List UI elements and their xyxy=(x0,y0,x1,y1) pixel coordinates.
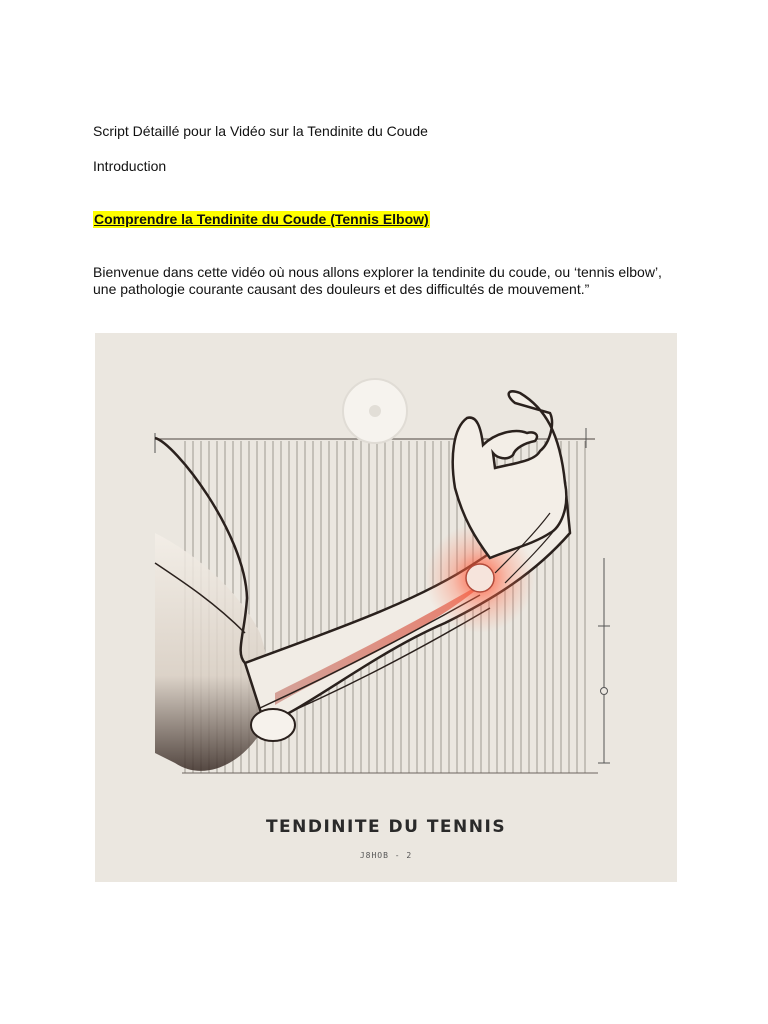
elbow-illustration xyxy=(95,333,677,882)
document-title: Script Détaillé pour la Vidéo sur la Tendinite du Coude xyxy=(93,123,428,139)
figure-title: TENDINITE DU TENNIS xyxy=(265,817,507,837)
intro-paragraph: Bienvenue dans cette vidéo où nous allons explorer la tendinite du coude, ou ‘tennis elbow’, une pathologie courante causant des douleurs et des difficultés de mouvement.” xyxy=(93,264,662,297)
section-heading: Comprendre la Tendinite du Coude (Tennis Elbow) xyxy=(94,211,429,227)
figure-caption: J8HOB - 2 xyxy=(359,851,413,860)
tennis-ball-icon xyxy=(343,379,407,443)
illustration-graphic xyxy=(95,333,677,882)
measurement-ruler xyxy=(598,558,610,763)
section-label: Introduction xyxy=(93,158,167,174)
